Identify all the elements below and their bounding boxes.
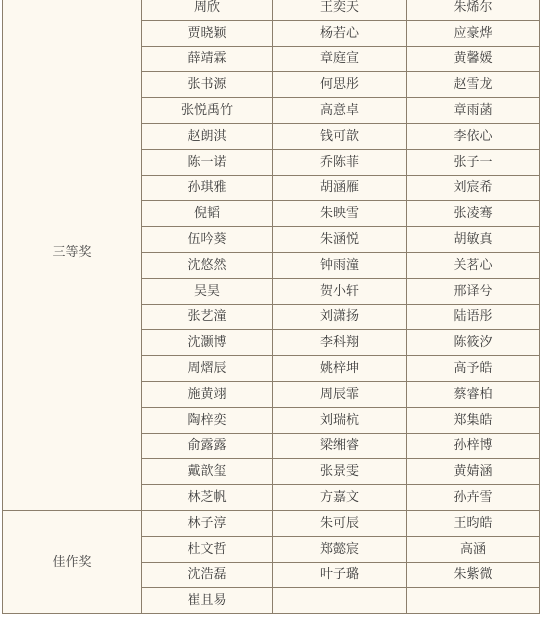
winner-name-cell: 林子淳 [142,510,273,536]
winner-name-cell [407,588,540,614]
winner-name-cell: 杜文哲 [142,536,273,562]
winner-name-cell: 孙梓博 [407,433,540,459]
awards-table [2,0,540,614]
table-row [3,0,540,20]
winner-name-cell: 赵朗淇 [142,123,273,149]
winner-name-cell: 朱烯尔 [407,0,540,20]
winner-name-cell: 孙琪雅 [142,175,273,201]
winner-name-cell: 朱紫微 [407,562,540,588]
winner-name-cell: 周欣 [142,0,273,20]
award-category-cell: 三等奖 [3,0,142,510]
winner-name-cell: 陈一诺 [142,149,273,175]
winner-name-cell: 倪韬 [142,201,273,227]
winner-name-cell: 钱可歆 [273,123,407,149]
winner-name-cell: 高涵 [407,536,540,562]
award-category-cell: 佳作奖 [3,510,142,613]
winner-name-cell: 王昀皓 [407,510,540,536]
winner-name-cell: 伍吟葵 [142,227,273,253]
winner-name-cell: 刘瑞杭 [273,407,407,433]
winner-name-cell: 陆语彤 [407,304,540,330]
winner-name-cell: 施黄翊 [142,381,273,407]
winner-name-cell: 应豪烨 [407,20,540,46]
winner-name-cell: 孙卉雪 [407,485,540,511]
winner-name-cell: 刘潇扬 [273,304,407,330]
winner-name-cell: 高予皓 [407,356,540,382]
winner-name-cell: 吴昊 [142,278,273,304]
winner-name-cell: 郑集皓 [407,407,540,433]
winner-name-cell: 梁缃睿 [273,433,407,459]
winner-name-cell: 姚梓坤 [273,356,407,382]
winner-name-cell: 朱映雪 [273,201,407,227]
winner-name-cell: 朱涵悦 [273,227,407,253]
winner-name-cell: 沈悠然 [142,252,273,278]
winner-name-cell: 胡敏真 [407,227,540,253]
winner-name-cell: 沈浩磊 [142,562,273,588]
winner-name-cell: 张景雯 [273,459,407,485]
winner-name-cell [273,588,407,614]
winner-name-cell: 朱可辰 [273,510,407,536]
winner-name-cell: 章雨菡 [407,98,540,124]
winner-name-cell: 叶子璐 [273,562,407,588]
winner-name-cell: 钟雨潼 [273,252,407,278]
winner-name-cell: 戴歆玺 [142,459,273,485]
awards-table-body [3,0,540,614]
winner-name-cell: 刘宸希 [407,175,540,201]
winner-name-cell: 方嘉文 [273,485,407,511]
winner-name-cell: 薛靖霖 [142,46,273,72]
winner-name-cell: 王奕天 [273,0,407,20]
winner-name-cell: 黄馨媛 [407,46,540,72]
winner-name-cell: 陈筱汐 [407,330,540,356]
winner-name-cell: 林芝帆 [142,485,273,511]
winner-name-cell: 张书源 [142,72,273,98]
winner-name-cell: 周熠辰 [142,356,273,382]
winner-name-cell: 张子一 [407,149,540,175]
winner-name-cell: 关茗心 [407,252,540,278]
winner-name-cell: 俞露露 [142,433,273,459]
winner-name-cell: 张凌骞 [407,201,540,227]
winner-name-cell: 张艺潼 [142,304,273,330]
winner-name-cell: 李依心 [407,123,540,149]
winner-name-cell: 乔陈菲 [273,149,407,175]
winner-name-cell: 高意卓 [273,98,407,124]
winner-name-cell: 郑懿宸 [273,536,407,562]
winner-name-cell: 沈灏博 [142,330,273,356]
winner-name-cell: 贺小轩 [273,278,407,304]
winner-name-cell: 邢译兮 [407,278,540,304]
winner-name-cell: 张悦禹竹 [142,98,273,124]
winner-name-cell: 周辰霏 [273,381,407,407]
winner-name-cell: 李科翔 [273,330,407,356]
winner-name-cell: 陶梓奕 [142,407,273,433]
winner-name-cell: 蔡睿柏 [407,381,540,407]
winner-name-cell: 何思彤 [273,72,407,98]
winner-name-cell: 章庭宣 [273,46,407,72]
winner-name-cell: 贾晓颖 [142,20,273,46]
winner-name-cell: 杨若心 [273,20,407,46]
winner-name-cell: 崔且易 [142,588,273,614]
winner-name-cell: 胡涵雁 [273,175,407,201]
winner-name-cell: 黄婧涵 [407,459,540,485]
table-row [3,510,540,536]
winner-name-cell: 赵雪龙 [407,72,540,98]
